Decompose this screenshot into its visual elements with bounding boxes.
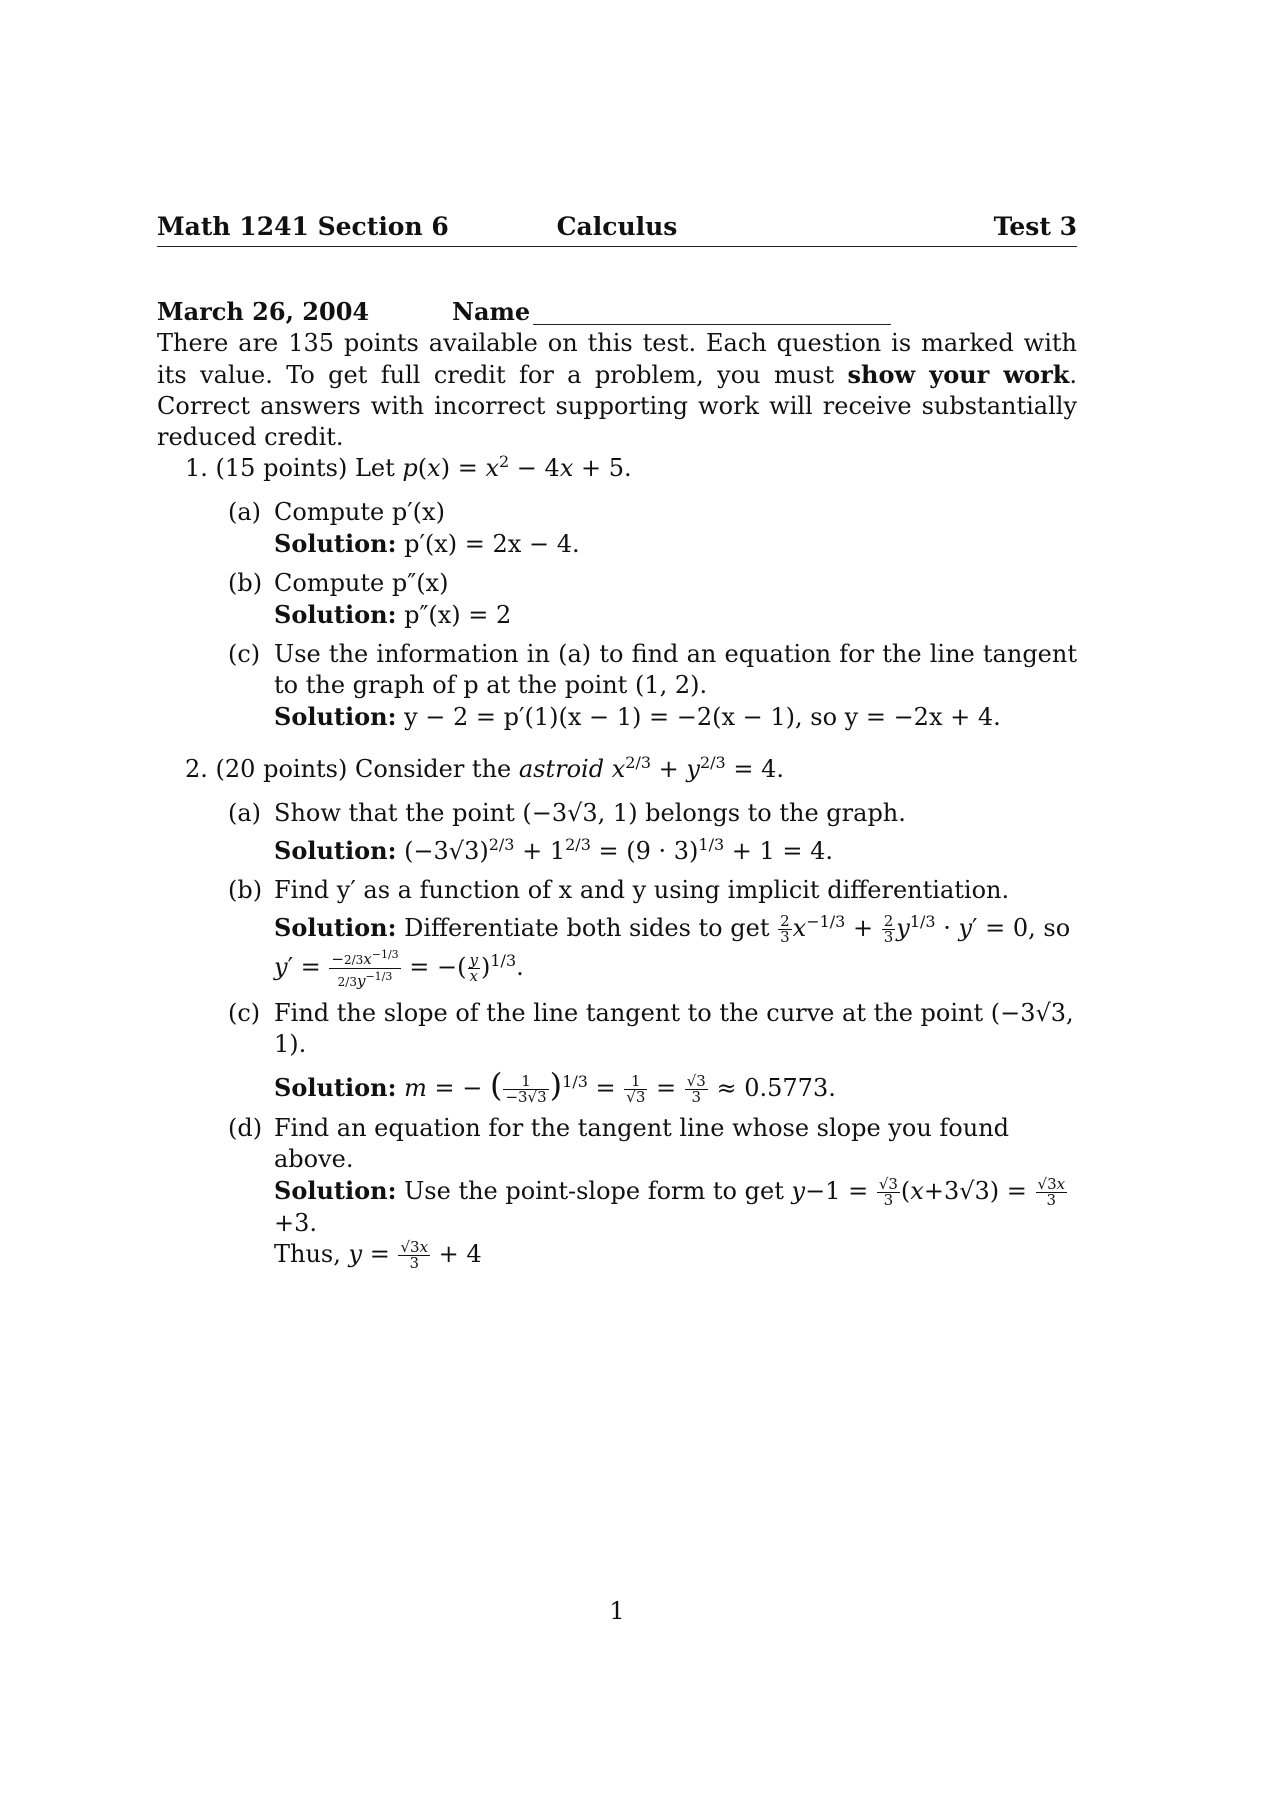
problem-2 [185, 747, 1077, 1271]
problem-2b-solution: Solution: Differentiate both sides to get $\frac{2}{3}$ $x^{-1/3}$ + $\frac{2}{3}$ $y^{1/3} \cdot y' = 0$, so y′ = $\frac{-2/3x^{-1/3}}{2/3y^{-1/3}}$ = −( $\frac{y}{x}$ )$^{1/3}$. [274, 912, 1071, 990]
solution-label: Solution: [274, 600, 397, 629]
instructions-emphasis: show your work [847, 360, 1070, 389]
test-date: March 26, 2004 [157, 297, 370, 326]
part-label: (b) [228, 569, 263, 597]
problem-1a-solution [274, 528, 1077, 560]
solution-label: Solution: [274, 529, 397, 558]
part-label: (b) [228, 876, 263, 904]
problem-1c-answer: y − 2 = p′(1)(x − 1) = −2(x − 1), so y = −2x + 4. [404, 703, 1001, 731]
problem-1a-answer: p′(x) = 2x − 4. [404, 530, 580, 558]
problem-2c-solution: Solution: m = − ( $\frac{1}{-3√3}$ )$^{1/3}$ = $\frac{1}{√3}$ = $\frac{√3}{3}$ ≈ 0.5773. [274, 1066, 836, 1106]
problem-2d-question: Find an equation for the tangent line whose slope you found above. [274, 1114, 1010, 1173]
name-label: Name [452, 297, 531, 326]
problem-list [185, 446, 1077, 1285]
part-label: (a) [228, 799, 262, 827]
problem-2c-question: Find the slope of the line tangent to the curve at the point (−3√3, 1). [274, 999, 1074, 1058]
problem-2c [185, 998, 1077, 1105]
problem-1b-answer: p″(x) = 2 [404, 601, 512, 629]
problem-1c [185, 639, 1077, 733]
problem-1c-question: Use the information in (a) to find an equation for the line tangent to the graph of p at the point (1, 2). [274, 640, 1077, 699]
solution-label: Solution: [274, 702, 397, 731]
instructions [157, 328, 1077, 453]
test-info [157, 296, 1077, 453]
problem-1b-question: Compute p″(x) [274, 569, 449, 597]
course-section: Math 1241 Section 6 [157, 212, 449, 241]
problem-1c-solution [274, 701, 1077, 733]
part-label: (d) [228, 1114, 263, 1142]
thus-label: Thus, [274, 1240, 341, 1268]
problem-2a-solution: Solution: $(-3√3)^{2/3} + 1^{2/3} = (9 \cdot 3)^{1/3} + 1 = 4$. [274, 835, 834, 865]
instructions-text-2: . Correct answers with incorrect supporting work will receive substantially reduced credit. [157, 361, 1078, 451]
page-number: 1 [609, 1597, 625, 1625]
problem-2b-text: Differentiate both sides to get [404, 914, 770, 942]
problem-1-statement: 1. (15 points) Let $p(x) = x^2 - 4x + 5$. [185, 452, 632, 482]
problem-1a [185, 497, 1077, 560]
solution-label: Solution: [274, 913, 397, 942]
problem-1b [185, 568, 1077, 631]
name-blank-line[interactable] [533, 324, 891, 325]
part-label: (c) [228, 999, 261, 1027]
test-number: Test 3 [993, 212, 1077, 241]
page-header [157, 206, 1077, 247]
problem-1a-question: Compute p′(x) [274, 498, 445, 526]
part-label: (c) [228, 640, 261, 668]
problem-2b [185, 875, 1077, 990]
problem-1 [185, 446, 1077, 733]
problem-1-number: 1. [185, 454, 208, 482]
date-name-line [157, 296, 1077, 328]
problem-2a-question: Show that the point (−3√3, 1) belongs to the graph. [274, 799, 906, 827]
problem-2d-solution: Solution: Use the point-slope form to get y−1 = $\frac{√3}{3}$ (x+3√3) = $\frac{√3x}{3}$ +3. Thus, y = $\frac{√3x}{3}$ + 4 [274, 1175, 1066, 1272]
problem-2d [185, 1113, 1077, 1271]
subject-title: Calculus [556, 212, 678, 241]
problem-2a [185, 798, 1077, 867]
solution-label: Solution: [274, 1176, 397, 1205]
solution-label: Solution: [274, 836, 397, 865]
problem-2-points: (20 points) [215, 755, 348, 783]
problem-2b-question: Find y′ as a function of x and y using implicit differentiation. [274, 876, 1010, 904]
instructions-text-1: There are 135 points available on this test. Each question is marked with its value. To get full credit for a problem, you must [157, 329, 1077, 389]
test-page [157, 0, 1077, 1811]
part-label: (a) [228, 498, 262, 526]
problem-2-statement: 2. (20 points) Consider the astroid $x^{2/3} + y^{2/3} = 4$. [185, 753, 784, 783]
solution-label: Solution: [274, 1073, 397, 1102]
problem-1b-solution [274, 599, 1077, 631]
problem-2d-text: Use the point-slope form to get [404, 1177, 784, 1205]
problem-2-number: 2. [185, 755, 208, 783]
slope-value: ≈ 0.5773. [716, 1074, 836, 1102]
problem-1-points: (15 points) [215, 454, 348, 482]
